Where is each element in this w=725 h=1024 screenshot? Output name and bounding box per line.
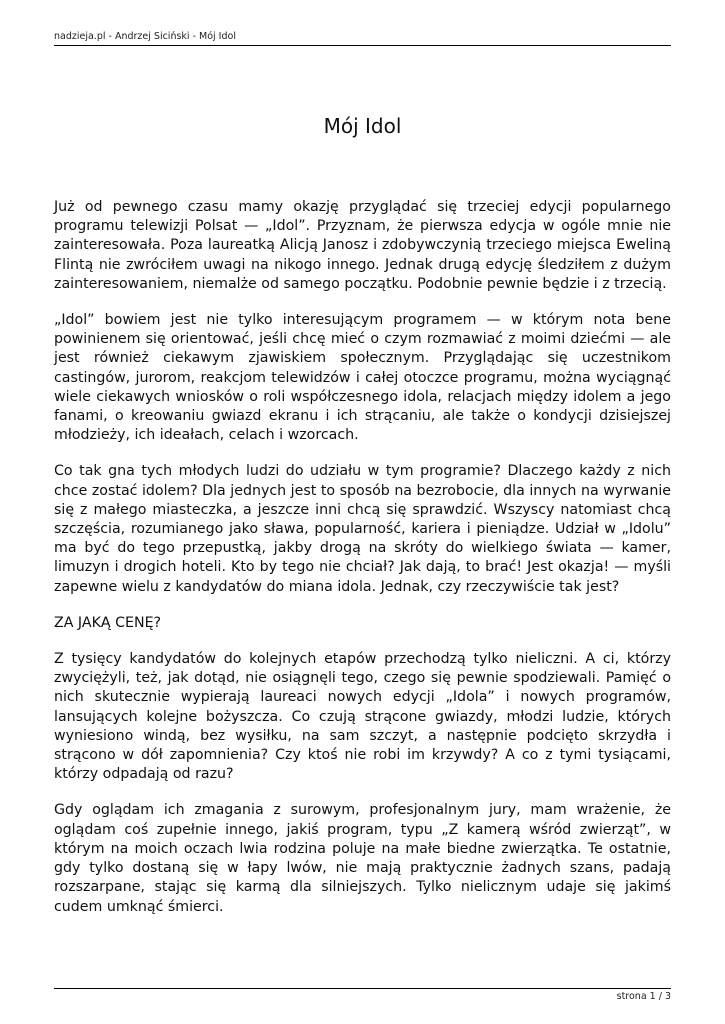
article-body bbox=[54, 198, 671, 934]
page-header: nadzieja.pl - Andrzej Siciński - Mój Idol bbox=[54, 31, 236, 42]
header-divider bbox=[54, 45, 671, 46]
section-heading: ZA JAKĄ CENĘ? bbox=[54, 614, 162, 631]
paragraph-1: Już od pewnego czasu mamy okazję przyglądać się trzeciej edycji popularnego programu telewizji Polsat — „Idol”. Przyznam, że pierwsza edycja w ogóle mnie nie zainteresowała. Poza laureatką Alicją Janosz i zdobywczynią trzeciego miejsca Eweliną Flintą nie zwróciłem uwagi na nikogo innego. Jednak drugą edycję śledziłem z dużym zainteresowaniem, niemalże od samego początku. Podobnie pewnie będzie i z trzecią. bbox=[54, 199, 671, 292]
paragraph-5: Gdy oglądam ich zmagania z surowym, profesjonalnym jury, mam wrażenie, że oglądam coś zupełnie innego, jakiś program, typu „Z kamerą wśród zwierząt”, w którym na moich oczach lwia rodzina poluje na małe biedne zwierzątka. Te ostatnie, gdy tylko dostaną się w łapy lwów, nie mają praktycznie żadnych szans, padają rozszarpane, stając się karmą dla silniejszych. Tylko nielicznym udaje się jakimś cudem umknąć śmierci. bbox=[54, 802, 671, 915]
page-number: strona 1 / 3 bbox=[616, 991, 671, 1002]
paragraph-4: Z tysięcy kandydatów do kolejnych etapów przechodzą tylko nieliczni. A ci, którzy zwyciężyli, też, jak dotąd, nie osiągnęli tego, czego się pewnie spodziewali. Pamięć o nich skutecznie wypierają laureaci nowych edycji „Idola” i nowych programów, lansujących kolejne bożyszcza. Co czują strącone gwiazdy, młodzi ludzie, których wyniesiono windą, bez wysiłku, na sam szczyt, a następnie podcięto skrzydła i strącono w dół zapomnienia? Czy ktoś nie robi im krzywdy? A co z tymi tysiącami, którzy odpadają od razu? bbox=[54, 651, 671, 783]
paragraph-3: Co tak gna tych młodych ludzi do udziału w tym programie? Dlaczego każdy z nich chce zostać idolem? Dla jednych jest to sposób na bezrobocie, dla innych na wyrwanie się z małego miasteczka, a jeszcze inni chcą się sprawdzić. Wszyscy natomiast chcą szczęścia, rozumianego jako sława, popularność, kariera i pieniądze. Udział w „Idolu” ma być do tego przepustką, jakby drogą na skróty do wielkiego świata — kamer, limuzyn i drogich hoteli. Kto by tego nie chciał? Jak dają, to brać! Jest okazja! — myśli zapewne wielu z kandydatów do miana idola. Jednak, czy rzeczywiście tak jest? bbox=[54, 463, 671, 595]
article-title: Mój Idol bbox=[323, 114, 402, 138]
footer-divider bbox=[54, 988, 671, 989]
paragraph-2: „Idol” bowiem jest nie tylko interesującym programem — w którym nota bene powinienem się orientować, jeśli chcę mieć o czym rozmawiać z moimi dziećmi — ale jest również ciekawym zjawiskiem społecznym. Przyglądając się uczestnikom castingów, jurorom, reakcjom telewidzów i całej otoczce programu, można wyciągnąć wiele ciekawych wniosków o roli współczesnego idola, relacjach między idolem a jego fanami, o kreowaniu gwiazd ekranu i ich strącaniu, ale także o kondycji dzisiejszej młodzieży, ich ideałach, celach i wzorcach. bbox=[54, 312, 671, 444]
